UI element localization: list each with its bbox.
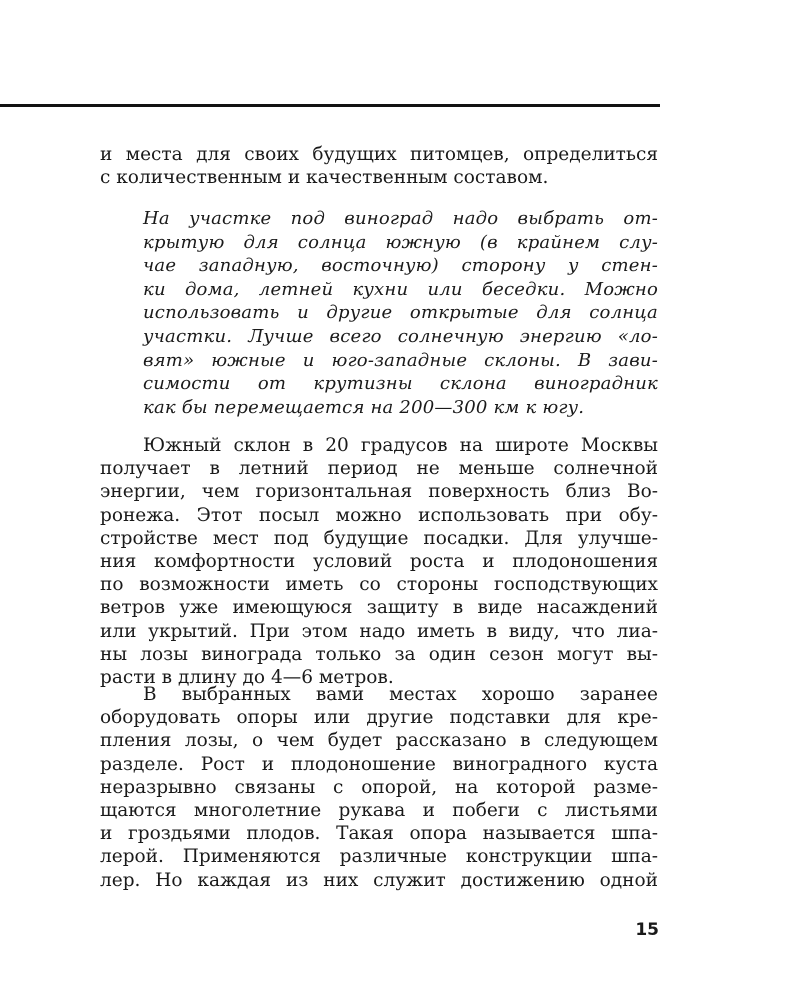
body-paragraph-1 <box>100 434 658 689</box>
text-line: оборудовать опоры или другие подставки для кре- <box>100 707 658 729</box>
intro-paragraph <box>100 143 658 189</box>
text-line: или укрытий. При этом надо иметь в виду, что лиа- <box>100 620 658 642</box>
text-line: Южный склон в 20 градусов на широте Москвы <box>143 435 658 456</box>
text-line: с количественным и качественным составом. <box>100 167 549 189</box>
text-line: разделе. Рост и плодоношение виноградного куста <box>100 753 658 775</box>
body-paragraph-2 <box>100 683 658 892</box>
text-line: лерой. Применяются различные конструкции шпа- <box>100 846 658 868</box>
text-line: пления лозы, о чем будет рассказано в следующем <box>100 730 658 752</box>
header-rule <box>0 104 660 107</box>
quote-line: чае западную, восточную) сторону у стен- <box>143 255 658 277</box>
quote-line: крытую для солнца южную (в крайнем слу- <box>143 231 658 253</box>
text-line: ны лозы винограда только за один сезон могут вы- <box>100 643 658 665</box>
quote-line: вят» южные и юго-западные склоны. В зави- <box>143 349 658 371</box>
text-line: расти в длину до 4—6 метров. <box>100 666 394 688</box>
text-line: по возможности иметь со стороны господствующих <box>100 574 658 596</box>
quote-line: На участке под виноград надо выбрать от- <box>143 208 658 229</box>
quote-line: симости от крутизны склона виноградник <box>143 373 658 395</box>
text-line: стройстве мест под будущие посадки. Для улучше- <box>100 527 658 549</box>
text-line: неразрывно связаны с опорой, на которой разме- <box>100 776 658 798</box>
text-line: ния комфортности условий роста и плодоношения <box>100 550 658 572</box>
quote-line: как бы перемещается на 200—300 км к югу. <box>143 396 585 418</box>
italic-quote-block <box>143 207 658 419</box>
quote-line: ки дома, летней кухни или беседки. Можно <box>143 278 658 300</box>
text-line: В выбранных вами местах хорошо заранее <box>143 684 658 705</box>
text-line: ветров уже имеющуюся защиту в виде насаждений <box>100 597 658 619</box>
quote-line: участки. Лучше всего солнечную энергию «ло- <box>143 325 658 347</box>
text-line: ронежа. Этот посыл можно использовать при обу- <box>100 504 658 526</box>
text-line: щаются многолетние рукава и побеги с листьями <box>100 799 658 821</box>
text-line: энергии, чем горизонтальная поверхность близ Во- <box>100 481 658 503</box>
text-line: и гроздьями плодов. Такая опора называется шпа- <box>100 823 658 845</box>
quote-line: использовать и другие открытые для солнца <box>143 302 658 324</box>
text-line: получает в летний период не меньше солнечной <box>100 458 658 480</box>
text-line: и места для своих будущих питомцев, определиться <box>100 144 658 165</box>
page-number: 15 <box>635 920 659 940</box>
text-line: лер. Но каждая из них служит достижению одной <box>100 869 658 891</box>
